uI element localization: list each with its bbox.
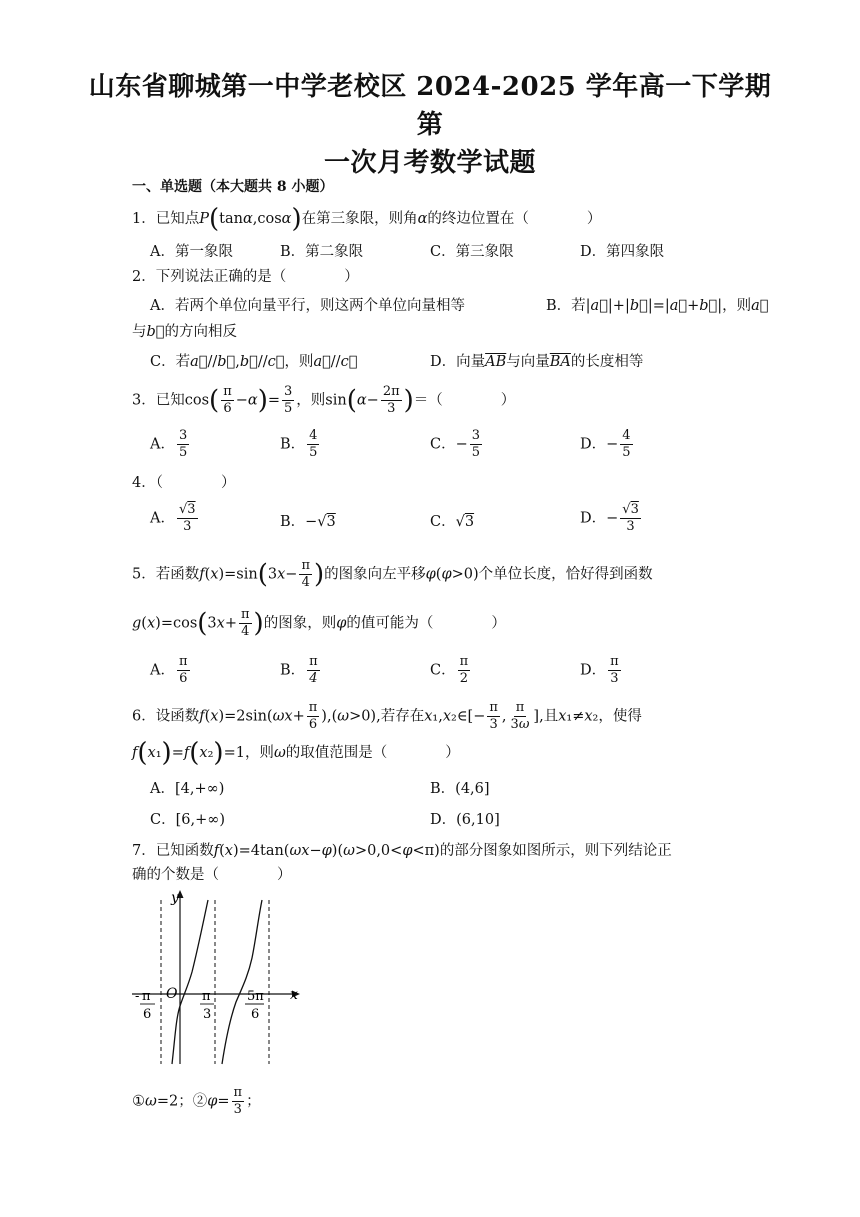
q3-option-c: C．− $\frac{3}{5}$ [430, 428, 481, 460]
q2-option-d: D．向量$\overline{AB}$与向量$\overline{BA}$的长度相等 [430, 354, 644, 370]
q6-option-a: A．[4,+∞) [150, 781, 225, 797]
q5-option-c: C． $\frac{\pi}{2}$ [430, 654, 469, 686]
tick-pi3-den: 3 [203, 1007, 212, 1022]
origin-label: O [166, 986, 178, 1002]
question-3: 3．已知cos( $\frac{\pi}{6}$ −α)= $\frac{3}{5}$ ，则sin(α− $\frac{2\pi}{3}$ )＝（ ） [132, 384, 516, 416]
tangent-graph [128, 888, 308, 1068]
title-line-2: 一次月考数学试题 [323, 148, 536, 178]
q5-option-a: A． $\frac{\pi}{6}$ [150, 654, 188, 686]
q6-option-b: B．(4,6] [430, 781, 490, 797]
q3-option-a: A． $\frac{3}{5}$ [150, 428, 188, 460]
q2-option-b: B．若|a⃗|+|b⃗|=|a⃗+b⃗|，则a⃗ [546, 298, 769, 314]
question-7-items: ①ω=2；②φ= $\frac{\pi}{3}$ ； [132, 1085, 261, 1117]
q1-option-a: A．第一象限 [150, 244, 233, 260]
q4-option-a: A． $\frac{√3}{3}$ [150, 502, 196, 534]
q6-option-c: C．[6,+∞) [150, 812, 225, 828]
q1-option-c: C．第三象限 [430, 244, 514, 260]
tick-pi3-num: π [202, 989, 211, 1004]
tick-neg-den: 6 [143, 1007, 152, 1022]
question-5-line-2: g(x)=cos(3x+ $\frac{\pi}{4}$ )的图象，则φ的值可能为（ ） [132, 607, 506, 639]
tick-5pi6-den: 6 [251, 1007, 260, 1022]
question-6-line-2: f(x₁)=f(x₂)=1，则ω的取值范围是（ ） [132, 738, 460, 768]
x-label: x [290, 987, 298, 1003]
question-2: 2．下列说法正确的是（ ） [132, 269, 359, 285]
q1-option-b: B．第二象限 [280, 244, 364, 260]
page-title [80, 68, 780, 182]
y-label: y [171, 890, 179, 906]
tick-neg-sign: - [135, 989, 140, 1004]
q4-option-b: B．−√3 [280, 514, 336, 530]
q2-option-b-cont: 与b⃗的方向相反 [132, 324, 237, 340]
question-7: 7．已知函数f(x)=4tan(ωx−φ)(ω>0,0<φ<π)的部分图象如图所示，则下列结论正 [132, 843, 672, 859]
tan-branch-1 [172, 900, 208, 1064]
q1-option-d: D．第四象限 [580, 244, 665, 260]
q2-option-c: C．若a⃗//b⃗,b⃗//c⃗，则a⃗//c⃗ [150, 354, 358, 370]
q5-option-b: B． $\frac{\pi}{4}$ [280, 654, 318, 686]
q4-option-d: D．− $\frac{√3}{3}$ [580, 502, 639, 534]
question-1: 1．已知点P(tanα,cosα)在第三象限，则角α的终边位置在（ ） [132, 204, 602, 234]
question-6: 6．设函数f(x)=2sin(ωx+ $\frac{\pi}{6}$ ),(ω>0),若存在x₁,x₂∈[− $\frac{\pi}{3}$ , $\frac{\pi}{3\omega}$ ],且x₁≠x₂，使得 [132, 700, 642, 732]
q5-option-d: D． $\frac{\pi}{3}$ [580, 654, 619, 686]
q3-option-d: D．− $\frac{4}{5}$ [580, 428, 631, 460]
section-heading: 一、单选题（本大题共 8 小题） [132, 179, 334, 195]
q4-option-c: C．√3 [430, 514, 475, 530]
title-line-1: 山东省聊城第一中学老校区 2024-2025 学年高一下学期第 [88, 72, 772, 140]
question-4: 4．（ ） [132, 475, 236, 491]
question-7-line-2: 确的个数是（ ） [132, 867, 292, 883]
q3-option-b: B． $\frac{4}{5}$ [280, 428, 318, 460]
q2-option-a: A．若两个单位向量平行，则这两个单位向量相等 [150, 298, 465, 314]
question-5: 5．若函数f(x)=sin(3x− $\frac{\pi}{4}$ )的图象向左平移φ(φ>0)个单位长度，恰好得到函数 [132, 558, 653, 590]
tick-neg-num: π [142, 989, 151, 1004]
tan-branch-2 [222, 900, 262, 1064]
tick-5pi6-num: 5π [247, 989, 264, 1004]
q6-option-d: D．(6,10] [430, 812, 500, 828]
